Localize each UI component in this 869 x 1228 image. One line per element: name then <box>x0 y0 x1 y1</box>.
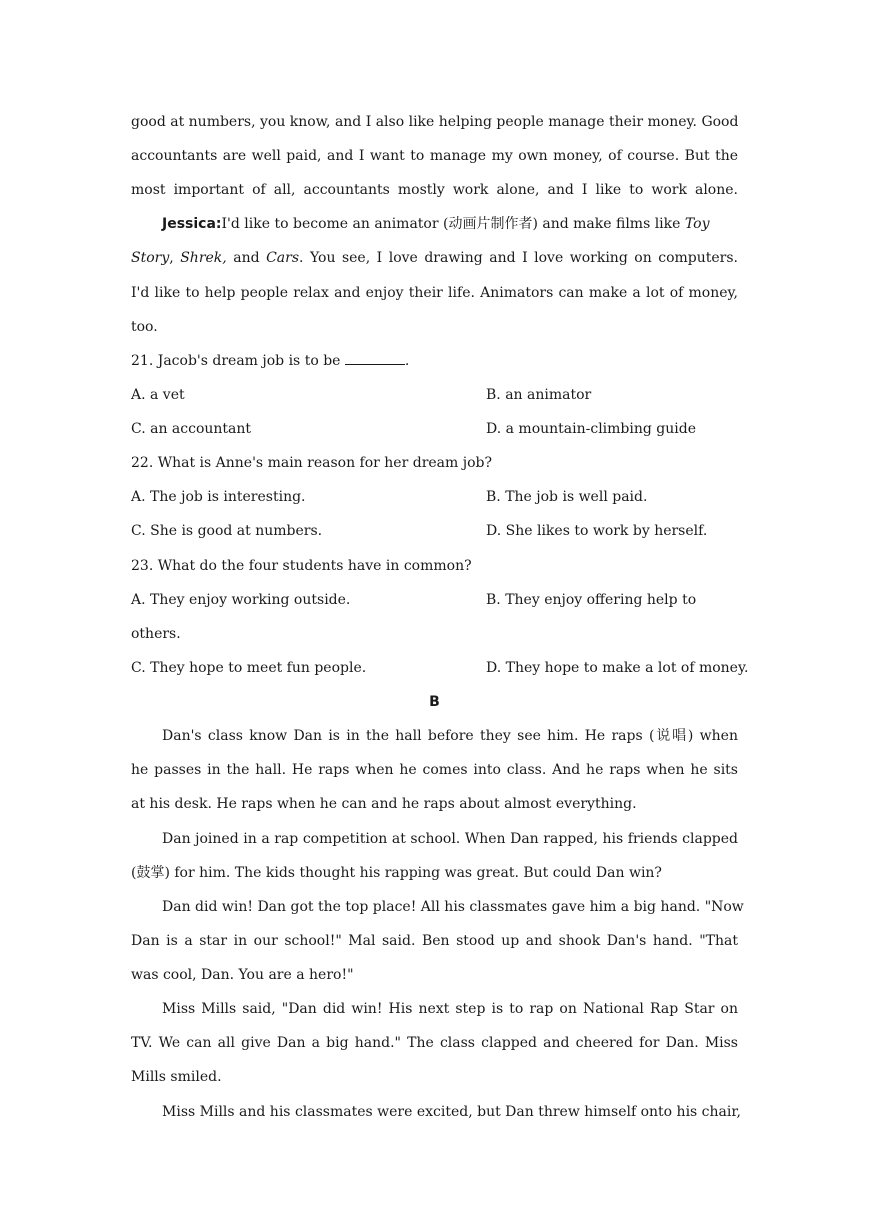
option-b-continued: others. <box>131 626 181 642</box>
option-d: D. They hope to make a lot of money. <box>486 660 749 676</box>
passage-b-line: Dan did win! Dan got the top place! All his classmates gave him a big hand. "Now <box>162 899 744 915</box>
option-c: C. They hope to meet fun people. <box>131 660 367 676</box>
text-fragment: and <box>226 250 267 266</box>
passage-b-line: was cool, Dan. You are a hero!" <box>131 967 354 983</box>
option-c: C. She is good at numbers. <box>131 523 323 539</box>
option-a: A. a vet <box>131 387 185 403</box>
film-title: Toy <box>684 216 710 232</box>
text-fragment: , <box>169 250 181 266</box>
passage-a-line: accountants are well paid, and I want to manage my own money, of course. But the <box>131 148 738 164</box>
text-fragment: . You see, I love drawing and I love working on computers. <box>299 250 739 266</box>
jessica-paragraph-line <box>162 214 738 234</box>
passage-b-line: Mills smiled. <box>131 1069 222 1085</box>
option-b: B. an animator <box>486 387 592 403</box>
jessica-paragraph-line: too. <box>131 319 158 335</box>
passage-a-line: good at numbers, you know, and I also like helping people manage their money. Good <box>131 114 739 130</box>
passage-b-line: Dan is a star in our school!" Mal said. Ben stood up and shook Dan's hand. "That <box>131 933 738 949</box>
passage-b-line: Miss Mills and his classmates were excited, but Dan threw himself onto his chair, <box>162 1104 741 1120</box>
passage-a-line: most important of all, accountants mostly work alone, and I like to work alone. <box>131 182 738 198</box>
question-text: . <box>404 353 410 369</box>
answer-blank <box>345 352 405 365</box>
jessica-paragraph-line: I'd like to help people relax and enjoy their life. Animators can make a lot of money, <box>131 285 738 301</box>
speaker-name: Jessica: <box>162 216 222 232</box>
passage-b-line: Miss Mills said, "Dan did win! His next step is to rap on National Rap Star on <box>162 1001 738 1017</box>
jessica-paragraph-line <box>131 248 738 268</box>
film-title: Shrek, <box>180 250 227 266</box>
film-title: Story <box>131 250 170 266</box>
option-a: A. They enjoy working outside. <box>131 592 351 608</box>
passage-b-line: Dan's class know Dan is in the hall before they see him. He raps (说唱) when <box>162 728 738 744</box>
passage-b-line: Dan joined in a rap competition at school. When Dan rapped, his friends clapped <box>162 831 738 847</box>
section-heading: B <box>429 694 440 710</box>
passage-b-line: (鼓掌) for him. The kids thought his rapping was great. But could Dan win? <box>131 865 662 881</box>
option-d: D. a mountain-climbing guide <box>486 421 696 437</box>
option-b: B. The job is well paid. <box>486 489 648 505</box>
passage-b-line: he passes in the hall. He raps when he comes into class. And he raps when he sits <box>131 762 738 778</box>
film-title: Cars <box>266 250 300 266</box>
passage-b-line: at his desk. He raps when he can and he raps about almost everything. <box>131 796 637 812</box>
option-c: C. an accountant <box>131 421 252 437</box>
question-22-stem: 22. What is Anne's main reason for her dream job? <box>131 455 492 471</box>
question-21-stem <box>131 351 738 371</box>
question-text: 21. Jacob's dream job is to be <box>131 353 345 369</box>
option-d: D. She likes to work by herself. <box>486 523 708 539</box>
jessica-text: I'd like to become an animator (动画片制作者) and make films like <box>221 216 685 232</box>
passage-b-line: TV. We can all give Dan a big hand." The class clapped and cheered for Dan. Miss <box>131 1035 738 1051</box>
option-b: B. They enjoy offering help to <box>486 592 697 608</box>
question-23-stem: 23. What do the four students have in common? <box>131 558 472 574</box>
option-a: A. The job is interesting. <box>131 489 306 505</box>
